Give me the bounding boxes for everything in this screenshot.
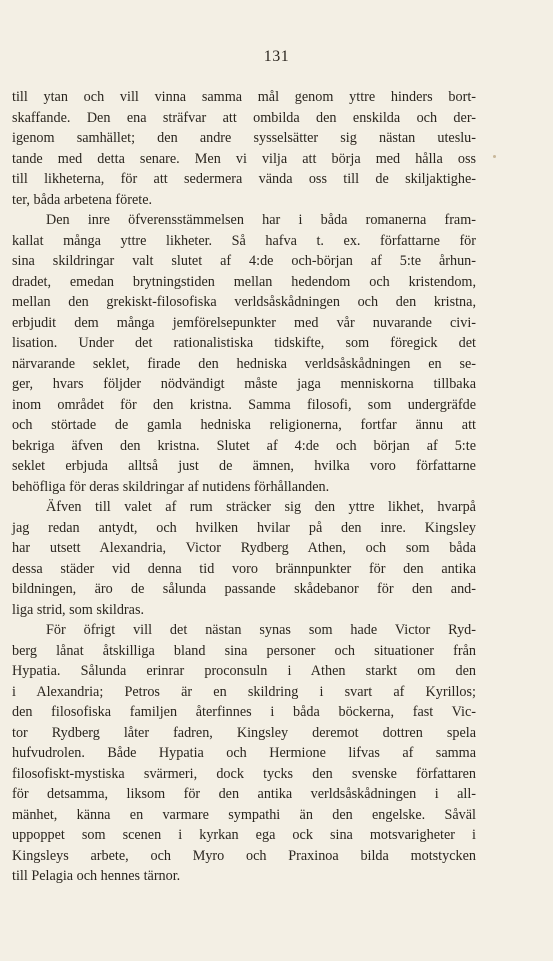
- text-line: lisation. Under det rationalistiska tidskifte, som föregick det: [12, 335, 476, 351]
- text-line: Äfven till valet af rum sträcker sig den yttre likhet, hvarpå: [46, 499, 476, 515]
- text-line: bekriga äfven den kristna. Slutet af 4:de och början af 5:te: [12, 437, 476, 454]
- text-line: mellan den grekiskt-filosofiska verldsåskådningen och den kristna,: [12, 294, 476, 310]
- text-line: hufvudrolen. Både Hypatia och Hermione lifvas af samma: [12, 745, 476, 761]
- text-line: liga strid, som skildras.: [12, 601, 145, 618]
- text-line: i Alexandria; Petros är en skildring i svart af Kyrillos;: [12, 683, 476, 700]
- text-line: sina skildringar valt slutet af 4:de och-början af 5:te århun-: [12, 253, 476, 269]
- margin-mark: [493, 155, 496, 158]
- text-line: Kingsleys arbete, och Myro och Praxinoa bilda motstycken: [12, 847, 476, 864]
- text-line: uppoppet som scenen i kyrkan ega ock sina motsvarigheter i: [12, 827, 476, 843]
- text-line: filosofiskt-mystiska svärmeri, dock tycks den svenske författaren: [12, 765, 476, 782]
- text-line: den filosofiska familjen återfinnes i båda böckerna, fast Vic-: [12, 704, 476, 720]
- text-line: erbjudit dem många jemförelsepunkter med vår nuvarande civi-: [12, 314, 476, 331]
- text-line: mänhet, känna en varmare sympathi än den engelske. Såväl: [12, 806, 476, 823]
- text-line: till Pelagia och hennes tärnor.: [12, 868, 181, 884]
- text-line: igenom samhället; den andre sysselsätter sig nästan uteslu-: [12, 130, 476, 146]
- text-line: För öfrigt vill det nästan synas som hade Victor Ryd-: [46, 622, 476, 638]
- text-line: bildningen, äro de sålunda passande skådebanor för den and-: [12, 581, 476, 597]
- text-line: kallat många yttre likheter. Så hafva t. ex. författarne för: [12, 232, 476, 249]
- text-line: för detsamma, liksom för den antika verldsåskådningen i all-: [12, 786, 476, 802]
- text-line: närvarande seklet, firade den hedniska verldsåskådningen en se-: [12, 355, 476, 372]
- text-line: jag redan antydt, och hvilken hvilar på den inre. Kingsley: [12, 519, 476, 536]
- text-line: ger, hvars följder nödvändigt måste jaga menniskorna tillbaka: [12, 376, 476, 392]
- text-line: dradet, emedan brytningstiden mellan hedendom och kristendom,: [12, 273, 476, 290]
- text-line: Hypatia. Sålunda erinrar proconsuln i Athen starkt om den: [12, 663, 476, 679]
- text-line: till likheterna, för att sedermera vända oss till de skiljaktighe-: [12, 171, 476, 187]
- text-line: och störtade de gamla hedniska religionerna, fortfar ännu att: [12, 417, 476, 433]
- text-line: har utsett Alexandria, Victor Rydberg Athen, och som båda: [12, 540, 476, 556]
- text-line: dessa städer vid denna tid voro brännpunkter för den antika: [12, 560, 476, 577]
- text-line: tande med detta senare. Men vi vilja att börja med hålla oss: [12, 150, 476, 167]
- page-number: 131: [263, 48, 290, 65]
- text-line: skaffande. Den ena sträfvar att ombilda den enskilda och der-: [12, 109, 476, 126]
- text-line: inom området för den kristna. Samma filosofi, som undergräfde: [12, 396, 476, 413]
- text-line: till ytan och vill vinna samma mål genom yttre hinders bort-: [12, 89, 476, 105]
- text-line: berg lånat åtskilliga bland sina personer och situationer från: [12, 642, 476, 659]
- body-text: [12, 87, 476, 887]
- text-line: behöfliga för deras skildringar af nutidens förhållanden.: [12, 478, 330, 495]
- text-line: seklet erbjuda alltså just de ämnen, hvilka voro författarne: [12, 458, 476, 474]
- text-line: ter, båda arbetena förete.: [12, 191, 153, 208]
- text-line: Den inre öfverensstämmelsen har i båda romanerna fram-: [46, 212, 476, 228]
- text-line: tor Rydberg låter fadren, Kingsley deremot dottren spela: [12, 724, 476, 741]
